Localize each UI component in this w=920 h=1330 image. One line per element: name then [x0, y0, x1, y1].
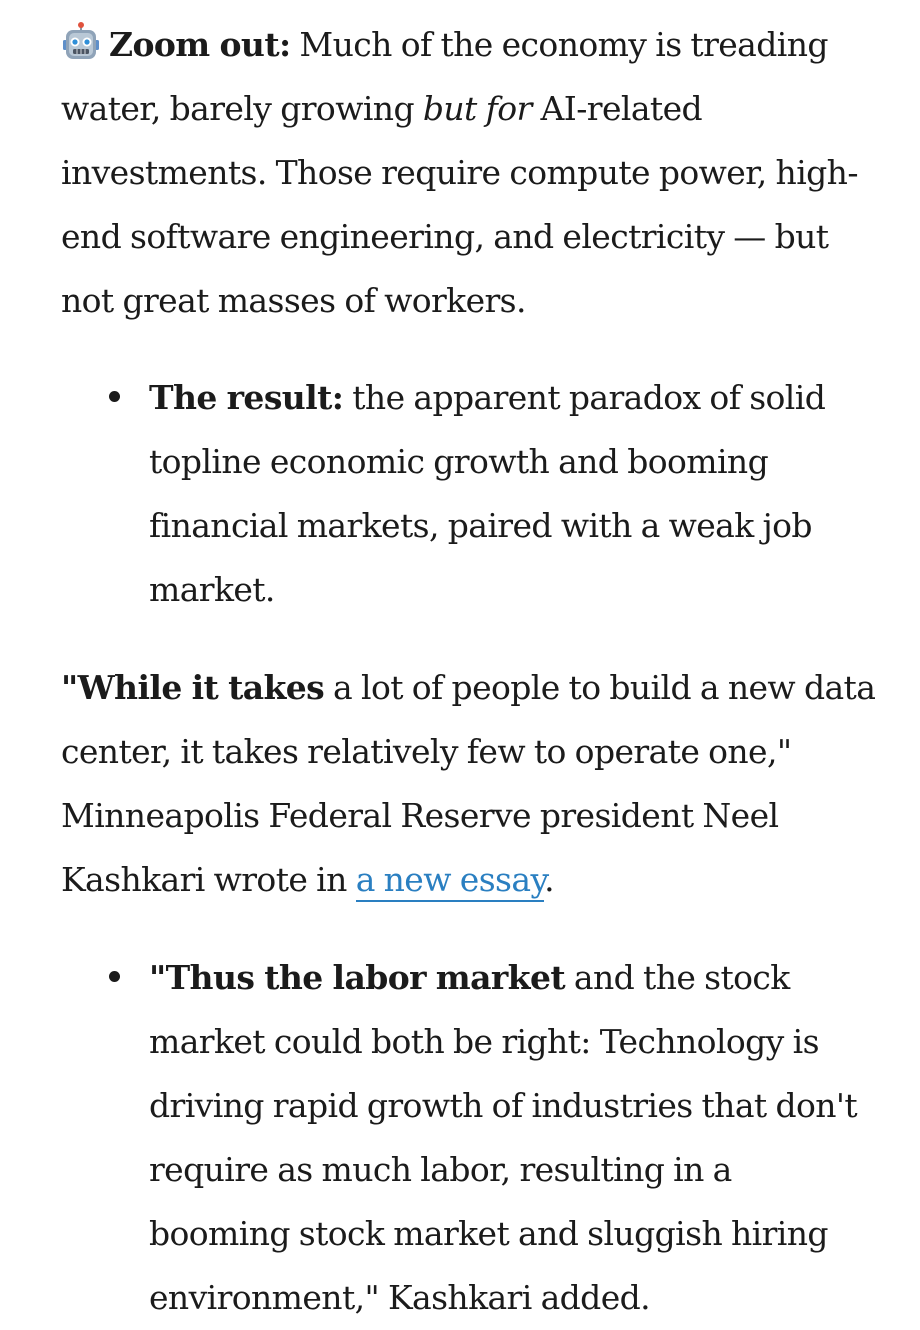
zoom-out-text-1: Much of the economy is treading water, barely growing	[61, 25, 828, 128]
zoom-out-lead: Zoom out:	[109, 25, 291, 64]
labor-market-bullet-list	[0, 946, 920, 1330]
result-bullet	[0, 366, 920, 622]
quote-lead: "While it takes	[61, 668, 325, 707]
robot-face-icon	[61, 19, 101, 59]
zoom-out-italic: but for	[422, 89, 532, 128]
labor-market-lead: "Thus the labor market	[149, 958, 565, 997]
new-essay-link[interactable]: a new essay	[356, 860, 544, 902]
bullet-point	[109, 971, 120, 982]
kashkari-quote-paragraph	[61, 656, 880, 912]
quote-period: .	[544, 860, 554, 899]
bullet-point	[109, 391, 120, 402]
quote-text: a lot of people to build a new data center, it takes relatively few to operate one," Minneapolis Federal Reserve president Neel Kashkari wrote in	[61, 668, 876, 899]
labor-market-bullet	[0, 946, 920, 1330]
result-bullet-list	[0, 366, 920, 622]
zoom-out-text-2: AI-related investments. Those require compute power, high-end software engineering, and electricity — but not great masses of workers.	[61, 89, 858, 320]
zoom-out-paragraph	[61, 13, 880, 333]
result-text: the apparent paradox of solid topline economic growth and booming financial markets, paired with a weak job market.	[149, 378, 826, 609]
labor-market-text: and the stock market could both be right: Technology is driving rapid growth of industries that don't require as much labor, resulting in a booming stock market and sluggish hiring environment," Kashkari added.	[149, 958, 858, 1317]
result-lead: The result:	[149, 378, 344, 417]
